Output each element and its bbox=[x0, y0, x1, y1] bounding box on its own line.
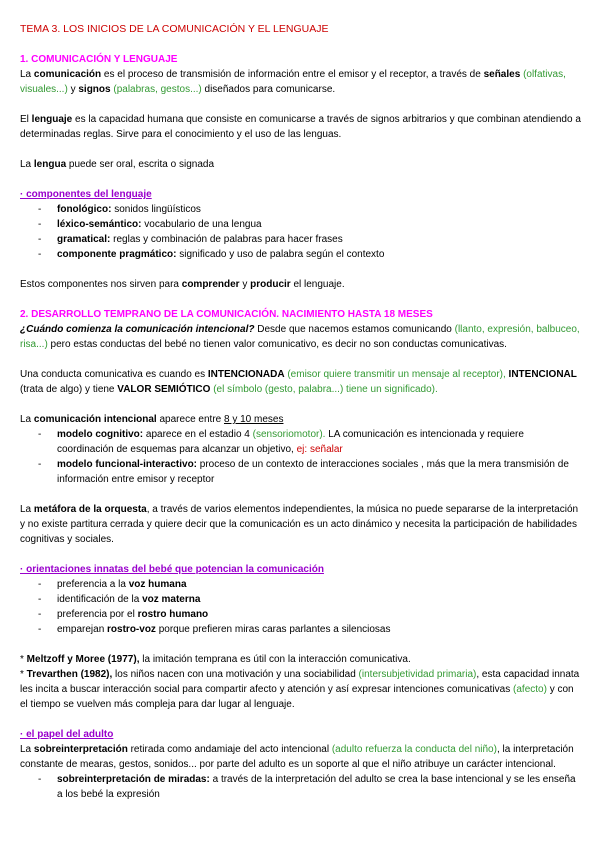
adult-role-heading: · el papel del adulto bbox=[20, 729, 114, 740]
paragraph-intencional: La comunicación intencional aparece entre 8 y 10 meses bbox=[20, 414, 284, 425]
list-item: - gramatical: reglas y combinación de palabras para hacer frases bbox=[20, 232, 582, 247]
paragraph-question: ¿Cuándo comienza la comunicación intencional? Desde que nacemos estamos comunicando (llanto, expresión, balbuceo, risa...) pero estas conductas del bebé no tienen valor comunicativo, es decir no son conductas comunicativas. bbox=[20, 324, 580, 350]
list-item: - preferencia a la voz humana bbox=[20, 577, 582, 592]
paragraph-lenguaje: El lenguaje es la capacidad humana que consiste en comunicarse a través de signos arbitrarios y que combinan atendiendo a determinadas reglas. Sirve para el conocimiento y el uso de las lenguas. bbox=[20, 114, 581, 140]
components-heading: · componentes del lenguaje bbox=[20, 189, 152, 200]
section-2-heading: 2. DESARROLLO TEMPRANO DE LA COMUNICACIÓN. NACIMIENTO HASTA 18 MESES bbox=[20, 309, 433, 320]
models-list bbox=[20, 427, 582, 487]
paragraph-comunicacion: La comunicación es el proceso de transmisión de información entre el emisor y el receptor, a través de señales (olfativas, visuales...) y signos (palabras, gestos...) diseñados para comunicarse. bbox=[20, 69, 566, 95]
paragraph-meltzoff: * Meltzoff y Moree (1977), la imitación temprana es útil con la interacción comunicativa. bbox=[20, 654, 411, 665]
list-item: - léxico-semántico: vocabulario de una lengua bbox=[20, 217, 582, 232]
paragraph-orquesta: La metáfora de la orquesta, a través de varios elementos independientes, la música no puede separarse de la interpretación y no existe partitura cerrada y quiere decir que la comunicación es un acto dinámico y necesita la participación de habilidades cognitivas y sociales. bbox=[20, 504, 579, 545]
list-item: - modelo funcional-interactivo: proceso de un contexto de interacciones sociales , más que la mera transmisión de información entre emisor y receptor bbox=[20, 457, 582, 487]
components-list bbox=[20, 202, 582, 262]
list-item: - sobreinterpretación de miradas: a través de la interpretación del adulto se crea la base intencional y se les enseña a los bebé la expresión bbox=[20, 772, 582, 802]
page-title: TEMA 3. LOS INICIOS DE LA COMUNICACIÓN Y EL LENGUAJE bbox=[20, 23, 329, 35]
paragraph-trevarthen: * Trevarthen (1982), los niños nacen con una motivación y una sociabilidad (intersubjetividad primaria), esta capacidad innata les incita a buscar interacción social para compartir afecto y atención y así expresar intenciones comunicativas (afecto) y con el tiempo se vuelven más compleja para dar lugar al lenguaje. bbox=[20, 669, 580, 710]
list-item: - fonológico: sonidos lingüísticos bbox=[20, 202, 582, 217]
list-item: - componente pragmático: significado y uso de palabra según el contexto bbox=[20, 247, 582, 262]
paragraph-components-use: Estos componentes nos sirven para comprender y producir el lenguaje. bbox=[20, 279, 345, 290]
paragraph-conducta: Una conducta comunicativa es cuando es INTENCIONADA (emisor quiere transmitir un mensaje al receptor), INTENCIONAL (trata de algo) y tiene VALOR SEMIÓTICO (el símbolo (gesto, palabra...) tiene un significado). bbox=[20, 369, 577, 395]
list-item: - identificación de la voz materna bbox=[20, 592, 582, 607]
list-item: - modelo cognitivo: aparece en el estadio 4 (sensoriomotor). LA comunicación es intencionada y requiere coordinación de esquemas para alcanzar un objetivo, ej: señalar bbox=[20, 427, 582, 457]
document-page bbox=[20, 22, 582, 802]
list-item: - emparejan rostro-voz porque prefieren miras caras parlantes a silenciosas bbox=[20, 622, 582, 637]
list-item: - preferencia por el rostro humano bbox=[20, 607, 582, 622]
paragraph-sobreinterpretacion: La sobreinterpretación retirada como andamiaje del acto intencional (adulto refuerza la conducta del niño), la interpretación constante de mearas, gestos, sonidos... por parte del adulto es un soporte al que el niño atribuye un carácter intencional. bbox=[20, 744, 574, 770]
adult-list bbox=[20, 772, 582, 802]
section-1-heading: 1. COMUNICACIÓN Y LENGUAJE bbox=[20, 54, 178, 65]
orientations-heading: · orientaciones innatas del bebé que potencian la comunicación bbox=[20, 564, 324, 575]
orientations-list bbox=[20, 577, 582, 637]
paragraph-lengua: La lengua puede ser oral, escrita o signada bbox=[20, 159, 215, 170]
